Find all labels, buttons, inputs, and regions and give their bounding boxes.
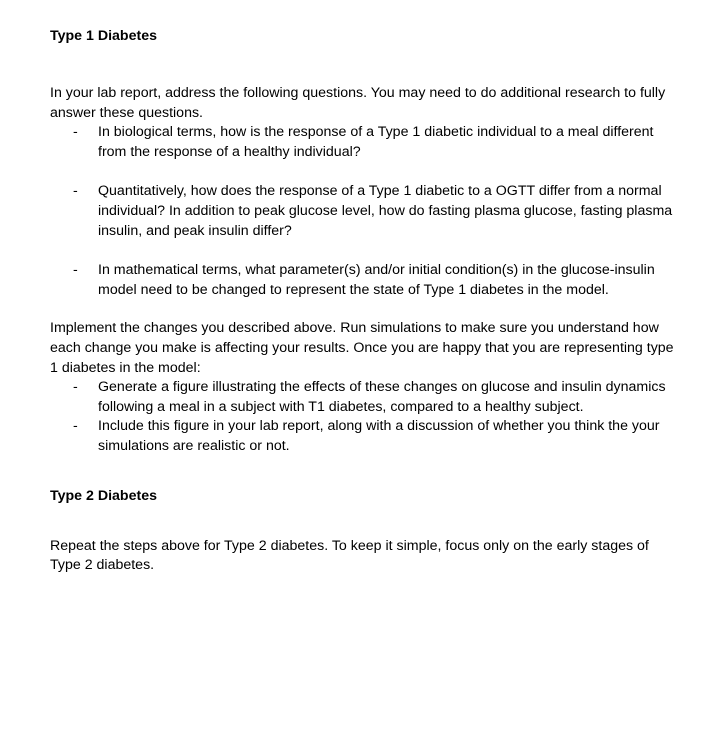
type1-heading: Type 1 Diabetes — [50, 28, 157, 44]
dash-bullet: - — [73, 379, 78, 396]
list-item — [50, 261, 680, 300]
list-item — [50, 182, 680, 241]
question-text: In biological terms, how is the response of a Type 1 diabetic individual to a meal different from the response of a healthy individual? — [98, 124, 654, 160]
document-page — [50, 27, 680, 576]
question-text: Quantitatively, how does the response of a Type 1 diabetic to a OGTT differ from a normal individual? In addition to peak glucose level, how do fasting plasma glucose, fasting plasma insulin, and peak insulin differ? — [98, 183, 673, 239]
type1-intro: In your lab report, address the following questions. You may need to do additional research to fully answer these questions. — [50, 85, 666, 121]
dash-bullet: - — [73, 183, 78, 200]
dash-bullet: - — [73, 124, 78, 141]
list-item — [50, 123, 680, 162]
dash-bullet: - — [73, 262, 78, 279]
list-item — [50, 417, 680, 456]
implement-paragraph: Implement the changes you described above. Run simulations to make sure you understand how each change you make is affecting your results. Once you are happy that you are representing type 1 diabetes in the model: — [50, 320, 674, 376]
questions-list — [50, 123, 680, 300]
steps-list — [50, 378, 680, 456]
step-text: Include this figure in your lab report, along with a discussion of whether you think the your simulations are realistic or not. — [98, 418, 660, 454]
question-text: In mathematical terms, what parameter(s) and/or initial condition(s) in the glucose-insulin model need to be changed to represent the state of Type 1 diabetes in the model. — [98, 262, 655, 298]
list-item — [50, 378, 680, 417]
step-text: Generate a figure illustrating the effects of these changes on glucose and insulin dynamics following a meal in a subject with T1 diabetes, compared to a healthy subject. — [98, 379, 666, 415]
type2-paragraph: Repeat the steps above for Type 2 diabetes. To keep it simple, focus only on the early stages of Type 2 diabetes. — [50, 537, 649, 574]
dash-bullet: - — [73, 418, 78, 435]
type2-heading: Type 2 Diabetes — [50, 487, 157, 504]
